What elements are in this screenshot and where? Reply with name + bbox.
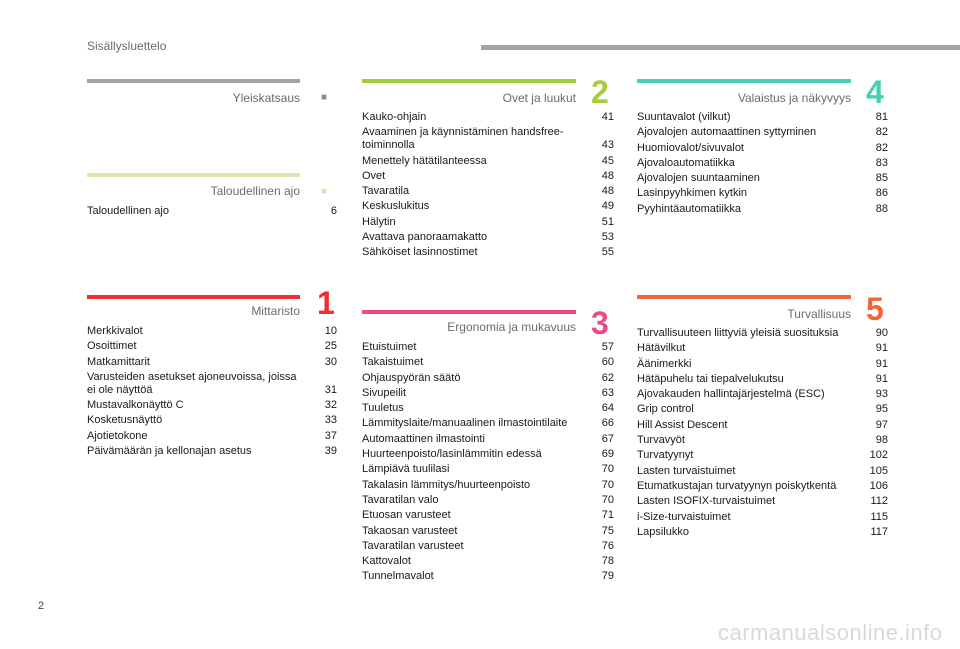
entry-page: 70 — [601, 463, 614, 476]
toc-entry[interactable] — [637, 388, 888, 401]
toc-entry[interactable] — [362, 216, 614, 229]
toc-entry[interactable] — [637, 465, 888, 478]
entry-page: 39 — [324, 445, 337, 458]
section-bar — [87, 79, 300, 83]
toc-entry[interactable] — [362, 111, 614, 124]
entry-title: Sivupeilit — [362, 386, 407, 399]
section-marker-icon: ■ — [321, 186, 328, 197]
toc-entry[interactable] — [87, 430, 337, 443]
entry-title: Takalasin lämmitys/huurteenpoisto — [362, 478, 531, 491]
entry-title: Etumatkustajan turvatyynyn poiskytkentä — [637, 479, 837, 492]
entry-title: Ajovakauden hallintajärjestelmä (ESC) — [637, 388, 825, 401]
entry-page: 45 — [601, 154, 614, 167]
entry-title: Lasten ISOFIX-turvaistuimet — [637, 495, 776, 508]
section-turvallisuus[interactable] — [637, 291, 888, 545]
entry-page: 66 — [601, 417, 614, 430]
toc-entry[interactable] — [362, 417, 614, 430]
entry-title: Tuuletus — [362, 402, 404, 415]
toc-entry[interactable] — [87, 205, 337, 218]
entry-page: 97 — [875, 418, 888, 431]
entry-page: 88 — [875, 202, 888, 215]
header-label: Sisällysluettelo — [87, 39, 167, 53]
entry-page: 98 — [875, 434, 888, 447]
toc-entry[interactable] — [362, 200, 614, 213]
section-number: 4 — [866, 74, 884, 110]
toc-entry[interactable] — [637, 358, 888, 371]
section-bar — [637, 295, 851, 299]
entry-title: Turvatyynyt — [637, 449, 694, 462]
section-ergonomia[interactable] — [362, 305, 614, 590]
entry-page: 60 — [601, 356, 614, 369]
section-yleiskatsaus[interactable] — [87, 79, 328, 109]
toc-entry[interactable] — [362, 494, 614, 507]
entry-title: Kosketusnäyttö — [87, 414, 163, 427]
section-bar — [637, 79, 851, 83]
toc-entry[interactable] — [637, 327, 888, 340]
toc-entry[interactable] — [637, 126, 888, 139]
section-bar — [87, 173, 300, 177]
entry-title: Hätävilkut — [637, 342, 686, 355]
entry-page: 49 — [601, 200, 614, 213]
section-valaistus[interactable] — [637, 74, 888, 224]
section-number: 2 — [591, 74, 609, 110]
entry-page: 57 — [601, 341, 614, 353]
toc-entry[interactable] — [362, 231, 614, 244]
section-title: Valaistus ja näkyvyys — [737, 91, 851, 105]
toc-entry[interactable] — [637, 449, 888, 462]
entry-title: Ajovalojen suuntaaminen — [637, 172, 760, 185]
toc-entry[interactable] — [637, 495, 888, 508]
toc-entry[interactable] — [362, 479, 614, 492]
entry-title: Takaistuimet — [362, 356, 424, 369]
toc-entry[interactable] — [362, 155, 614, 168]
toc-entry[interactable] — [362, 372, 614, 385]
section-number: 1 — [317, 285, 335, 321]
toc-entry[interactable] — [637, 187, 888, 200]
entry-title: Lasten turvaistuimet — [637, 464, 736, 477]
entry-page: 71 — [601, 509, 614, 522]
toc-entry[interactable] — [87, 356, 337, 369]
toc-entry[interactable] — [362, 570, 614, 583]
entry-title: Lasinpyyhkimen kytkin — [637, 187, 748, 200]
entry-page: 70 — [601, 478, 614, 491]
toc-entry[interactable] — [87, 414, 337, 427]
entry-page: 25 — [324, 340, 337, 353]
entry-page: 55 — [601, 246, 614, 259]
toc-entry[interactable] — [637, 403, 888, 416]
entry-page: 76 — [601, 539, 614, 552]
entry-page: 83 — [875, 156, 888, 169]
section-taloudellinen[interactable] — [87, 173, 337, 223]
entry-page: 10 — [324, 325, 337, 337]
section-number: 3 — [591, 305, 609, 341]
entry-page: 78 — [601, 555, 614, 568]
section-mittaristo[interactable] — [87, 285, 337, 465]
entry-title: Kattovalot — [362, 555, 411, 568]
entry-page: 48 — [601, 185, 614, 198]
toc-entry[interactable] — [637, 111, 888, 124]
entry-page: 82 — [875, 126, 888, 139]
entry-title: Lapsilukko — [637, 525, 689, 538]
section-title: Turvallisuus — [787, 307, 851, 321]
entry-page: 30 — [324, 355, 337, 368]
toc-entry[interactable] — [87, 340, 337, 353]
toc-entry[interactable] — [362, 341, 614, 354]
entry-list — [637, 111, 888, 218]
entry-title: Matkamittarit — [87, 355, 150, 368]
toc-entry[interactable] — [362, 185, 614, 198]
toc-entry[interactable] — [637, 480, 888, 493]
entry-title: Turvallisuuteen liittyviä yleisiä suosituksia — [637, 327, 839, 339]
entry-title: Taloudellinen ajo — [87, 205, 169, 217]
toc-entry[interactable] — [362, 126, 614, 152]
entry-title: Avattava panoraamakatto — [362, 231, 488, 244]
entry-list — [87, 325, 337, 460]
entry-page: 82 — [875, 141, 888, 154]
entry-page: 91 — [875, 342, 888, 355]
page-number: 2 — [38, 600, 45, 612]
entry-page: 33 — [324, 414, 337, 427]
entry-page: 32 — [324, 399, 337, 412]
toc-entry[interactable] — [87, 399, 337, 412]
toc-entry[interactable] — [362, 246, 614, 259]
entry-page: 75 — [601, 524, 614, 537]
toc-entry[interactable] — [362, 433, 614, 446]
entry-title: Tavaratilan valo — [362, 493, 439, 506]
toc-entry[interactable] — [637, 511, 888, 524]
entry-page: 41 — [601, 111, 614, 123]
toc-entry[interactable] — [362, 509, 614, 522]
entry-title: Osoittimet — [87, 340, 137, 353]
entry-page: 51 — [601, 215, 614, 228]
entry-page: 112 — [870, 495, 888, 508]
entry-list — [637, 327, 888, 541]
entry-title: Päivämäärän ja kellonajan asetus — [87, 445, 252, 458]
entry-title: Lämpiävä tuulilasi — [362, 463, 450, 476]
entry-page: 79 — [601, 570, 614, 583]
entry-title: Ajotietokone — [87, 429, 148, 442]
toc-entry[interactable] — [637, 342, 888, 355]
entry-page: 69 — [601, 448, 614, 461]
section-title: Ovet ja luukut — [502, 91, 576, 105]
entry-title: Huurteenpoisto/lasinlämmitin edessä — [362, 448, 542, 461]
entry-title: Mustavalkonäyttö C — [87, 399, 184, 412]
section-bar — [362, 79, 576, 83]
entry-title: Ajovaloautomatiikka — [637, 156, 735, 169]
entry-title: Turvavyöt — [637, 434, 685, 447]
entry-title: Ohjauspyörän säätö — [362, 371, 461, 384]
entry-title: Lämmityslaite/manuaalinen ilmastointilaite — [362, 417, 568, 430]
entry-page: 53 — [601, 231, 614, 244]
section-title: Yleiskatsaus — [232, 91, 300, 105]
entry-page: 91 — [875, 357, 888, 370]
entry-page: 43 — [601, 139, 614, 152]
toc-entry[interactable] — [637, 172, 888, 185]
entry-title: Ajovalojen automaattinen syttyminen — [637, 126, 817, 139]
entry-title: Grip control — [637, 403, 694, 416]
entry-title: Etuosan varusteet — [362, 509, 451, 522]
entry-title: Hälytin — [362, 215, 396, 228]
entry-title: Hill Assist Descent — [637, 418, 728, 431]
entry-title: Automaattinen ilmastointi — [362, 432, 485, 445]
entry-page: 70 — [601, 493, 614, 506]
toc-entry[interactable] — [87, 445, 337, 458]
entry-list — [362, 111, 614, 262]
entry-list — [362, 341, 614, 586]
watermark: carmanualsonline.info — [718, 620, 943, 645]
toc-entry[interactable] — [637, 142, 888, 155]
entry-title: Hätäpuhelu tai tiepalvelukutsu — [637, 372, 784, 385]
entry-title: Takaosan varusteet — [362, 524, 458, 537]
entry-page: 106 — [869, 479, 888, 492]
toc-entry[interactable] — [362, 540, 614, 553]
entry-title: Merkkivalot — [87, 325, 143, 337]
entry-page: 93 — [875, 388, 888, 401]
entry-title: Avaaminen ja käynnistäminen handsfree-toiminnolla — [362, 126, 564, 152]
entry-page: 64 — [601, 402, 614, 415]
section-bar — [362, 310, 576, 314]
toc-entry[interactable] — [362, 463, 614, 476]
entry-page: 81 — [875, 111, 888, 123]
toc-entry[interactable] — [87, 371, 337, 397]
entry-title: Tunnelmavalot — [362, 570, 434, 583]
toc-entry[interactable] — [637, 373, 888, 386]
entry-page: 37 — [324, 429, 337, 442]
entry-title: Pyyhintäautomatiikka — [637, 202, 741, 215]
entry-title: Kauko-ohjain — [362, 111, 427, 123]
section-title: Mittaristo — [251, 304, 300, 318]
toc-entry[interactable] — [637, 526, 888, 539]
entry-page: 102 — [869, 449, 888, 462]
entry-page: 90 — [875, 327, 888, 339]
header-bar — [481, 45, 960, 50]
entry-title: Menettely hätätilanteessa — [362, 154, 487, 167]
toc-entry[interactable] — [87, 325, 337, 338]
entry-page: 6 — [330, 205, 337, 217]
section-title: Taloudellinen ajo — [210, 184, 300, 198]
toc-entry[interactable] — [362, 448, 614, 461]
section-ovet[interactable] — [362, 74, 614, 269]
entry-page: 115 — [870, 510, 888, 523]
section-number: 5 — [866, 291, 884, 327]
toc-entry[interactable] — [362, 170, 614, 183]
toc-entry[interactable] — [637, 157, 888, 170]
entry-title: Tavaratilan varusteet — [362, 539, 464, 552]
entry-page: 117 — [870, 525, 888, 538]
entry-title: Keskuslukitus — [362, 200, 430, 213]
entry-title: Huomiovalot/sivuvalot — [637, 141, 744, 154]
entry-page: 105 — [869, 464, 888, 477]
entry-page: 31 — [324, 383, 337, 396]
toc-entry[interactable] — [362, 525, 614, 538]
entry-title: Varusteiden asetukset ajoneuvoissa, joissa ei ole näyttöä — [87, 370, 297, 396]
entry-page: 62 — [601, 371, 614, 384]
entry-title: Tavaratila — [362, 185, 410, 198]
entry-title: Etuistuimet — [362, 341, 417, 353]
entry-title: Suuntavalot (vilkut) — [637, 111, 731, 123]
toc-entry[interactable] — [362, 402, 614, 415]
entry-page: 91 — [875, 372, 888, 385]
entry-title: i-Size-turvaistuimet — [637, 510, 731, 523]
entry-page: 85 — [875, 172, 888, 185]
entry-title: Sähköiset lasinnostimet — [362, 246, 478, 259]
entry-list — [87, 205, 337, 220]
toc-entry[interactable] — [637, 419, 888, 432]
entry-page: 86 — [875, 187, 888, 200]
section-bar — [87, 295, 300, 299]
toc-entry[interactable] — [362, 387, 614, 400]
entry-page: 95 — [875, 403, 888, 416]
section-title: Ergonomia ja mukavuus — [447, 320, 576, 334]
toc-entry[interactable] — [637, 203, 888, 216]
toc-entry[interactable] — [362, 555, 614, 568]
toc-entry[interactable] — [637, 434, 888, 447]
section-marker-icon: ■ — [321, 92, 328, 103]
entry-title: Ovet — [362, 169, 386, 182]
toc-entry[interactable] — [362, 356, 614, 369]
entry-page: 63 — [601, 386, 614, 399]
entry-page: 48 — [601, 169, 614, 182]
entry-title: Äänimerkki — [637, 357, 692, 370]
entry-page: 67 — [601, 432, 614, 445]
